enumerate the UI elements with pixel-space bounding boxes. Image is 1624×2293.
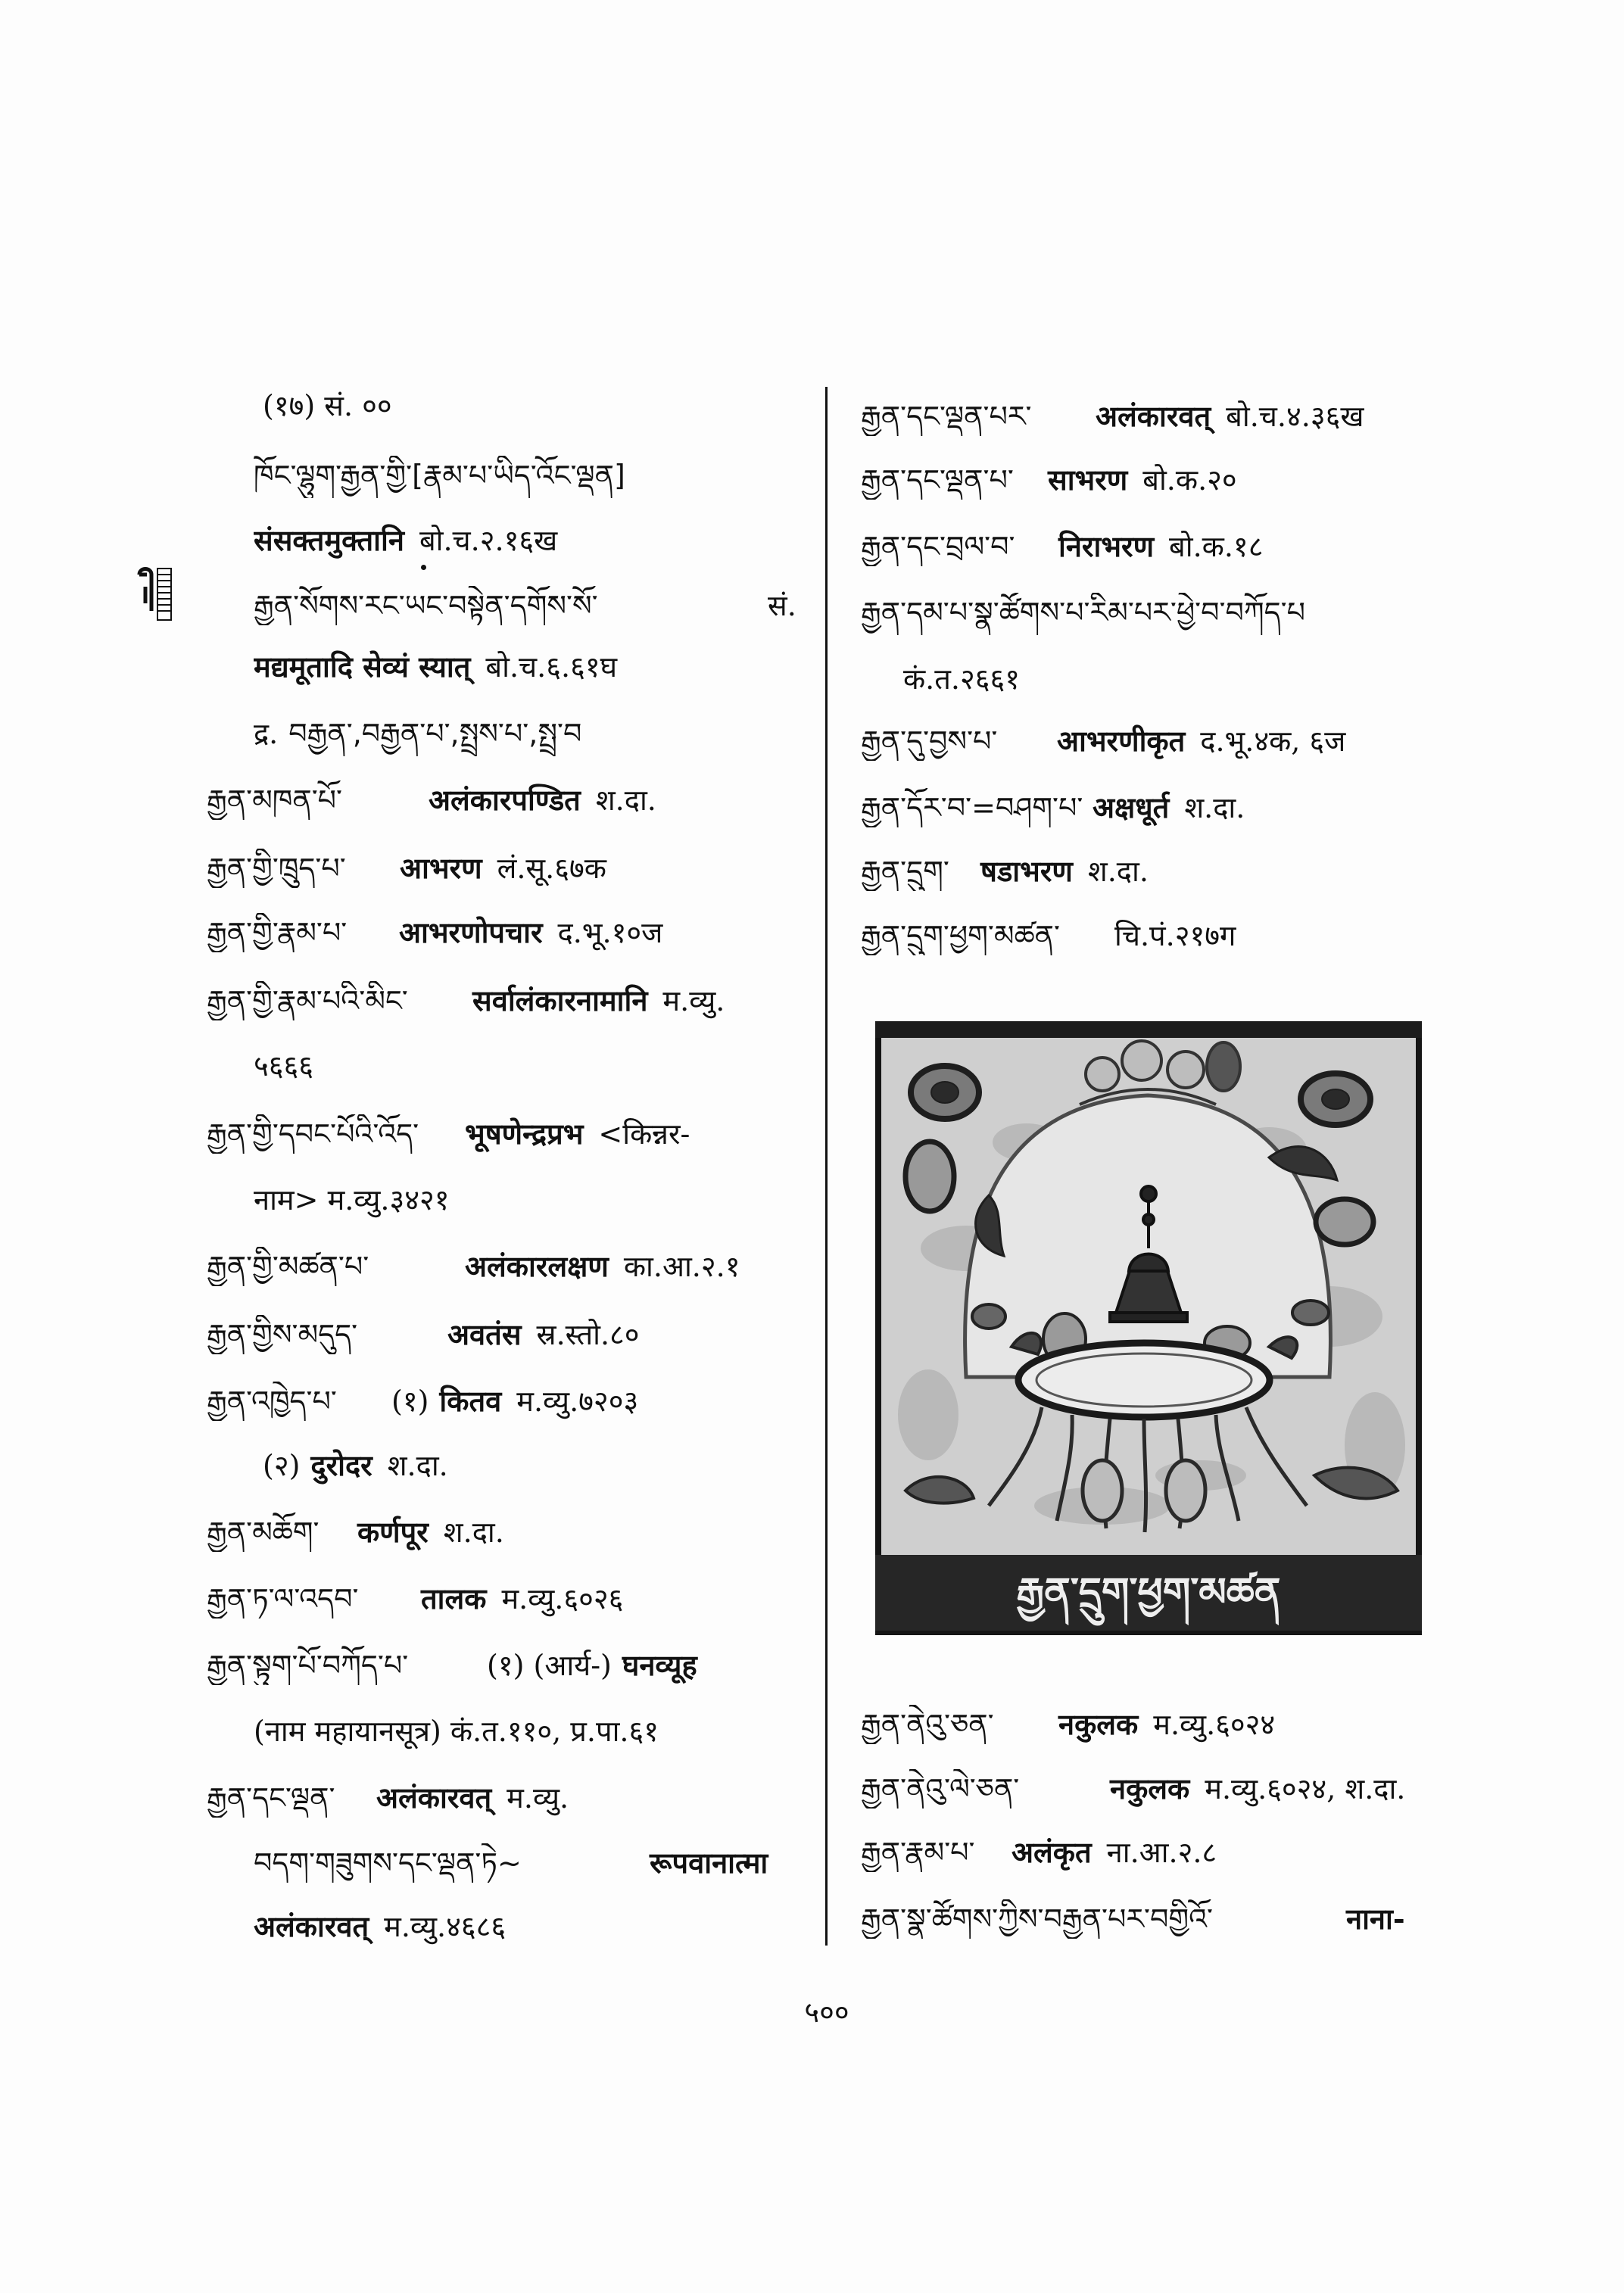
sanskrit-equivalent: घनव्यूह — [622, 1648, 697, 1682]
tibetan-headword: རྒྱན་མཁན་པོ་ — [207, 784, 343, 817]
reference-continuation: ५६६६ — [254, 1049, 314, 1083]
sanskrit-equivalent: दुरोदर — [310, 1448, 372, 1482]
sanskrit-equivalent: अलंकारपण्डित — [429, 783, 581, 817]
sanskrit-equivalent: संसक्तमुक्तानि — [254, 523, 404, 557]
source-reference: द.भू.४क, ६ज — [1200, 724, 1346, 758]
entry-line — [861, 852, 1431, 894]
sanskrit-equivalent: षडाभरण — [980, 854, 1073, 888]
sanskrit-equivalent: साभरण — [1048, 463, 1128, 497]
entry-line — [861, 593, 1431, 635]
sanskrit-equivalent: कर्णपूर — [357, 1515, 429, 1549]
entry-line — [861, 916, 1431, 958]
entry-line — [207, 1315, 810, 1357]
tibetan-headword: རྒྱན་ནེའུ་ཅན་ — [861, 1708, 994, 1741]
entry-line — [207, 1778, 810, 1821]
tibetan-headword: རྒྱན་མཆོག་ — [207, 1516, 320, 1549]
print-dot — [421, 565, 426, 570]
tibetan-headword: རྒྱན་དང་ལྡན་ — [207, 1781, 335, 1815]
gloss-continuation: नाम> म.व्यु.३४२१ — [254, 1183, 450, 1217]
sanskrit-equivalent: नकुलक — [1058, 1707, 1139, 1741]
sanskrit-equivalent: अलंकारवत् — [254, 1909, 369, 1943]
entry-line — [254, 1712, 810, 1754]
sense-number: (२) — [263, 1449, 301, 1482]
entry-line — [861, 1769, 1431, 1812]
column-divider — [825, 387, 828, 1946]
source-reference: बो.क.२० — [1142, 463, 1237, 497]
source-reference: श.दा. — [443, 1516, 504, 1549]
entry-line — [254, 647, 810, 690]
section-marker: (१७) सं. ०० — [263, 389, 392, 422]
entry-line — [263, 386, 810, 428]
margin-mark-icon — [136, 564, 174, 625]
tibetan-headword: རྒྱན་རྣམ་པ་ — [861, 1836, 975, 1869]
sanskrit-equivalent: नाना- — [1346, 1902, 1405, 1936]
tibetan-headword: རྒྱན་དྲུག་ — [861, 855, 949, 888]
sanskrit-equivalent: अलंकारलक्षण — [465, 1249, 609, 1283]
sanskrit-equivalent: मद्यमूतादि सेव्यं स्यात् — [254, 650, 471, 684]
tibetan-phrase: ཁོང་ལྷུག་རྒྱན་གྱི་[རྣམ་པ་ཡིད་འོང་ལྡན] — [254, 459, 625, 492]
entry-line — [861, 1899, 1431, 1942]
source-reference: श.दा. — [1087, 855, 1149, 888]
source-reference: चि.पं.२१७ग — [1114, 919, 1236, 952]
page-number: ५०० — [804, 1995, 849, 2029]
sense-number: (१) (आर्य-) — [487, 1649, 612, 1682]
tibetan-headword: རྒྱན་སྣ་ཚོགས་ཀྱིས་བརྒྱན་པར་བགྱིའོ་ — [861, 1902, 1214, 1936]
entry-line — [861, 1833, 1431, 1875]
entry-line — [861, 460, 1431, 503]
entry-line — [254, 714, 810, 756]
entry-line — [254, 1843, 810, 1886]
tibetan-headword: རྒྱན་གྱི་རྣམ་པའི་མིང་ — [207, 984, 408, 1017]
tibetan-headword: རྒྱན་གྱིས་མདུད་ — [207, 1318, 358, 1351]
source-reference: श.दा. — [1184, 791, 1245, 824]
tibetan-headword: རྒྱན་དང་བྲལ་བ་ — [861, 530, 1015, 563]
tibetan-headword: རྒྱན་དྲུག་ཕྱག་མཚན་ — [861, 919, 1060, 952]
sanskrit-equivalent: आभरण — [400, 851, 482, 885]
entry-line — [207, 913, 810, 955]
source-reference: म.व्यु.४६८६ — [384, 1910, 507, 1943]
tibetan-headword: རྒྱན་དང་ལྡན་པ་ — [861, 463, 1014, 497]
source-reference: बो.च.६.६१घ — [485, 650, 618, 684]
entry-line — [903, 659, 1431, 702]
source-reference: म.व्यु. — [507, 1781, 569, 1815]
see-also-marker: द्र. — [254, 717, 279, 750]
source-reference: बो.च.२.१६ख — [419, 524, 558, 557]
entry-line — [263, 1446, 810, 1488]
entry-line — [254, 456, 810, 498]
entry-line — [861, 788, 1431, 830]
source-reference: म.व्यु.७२०३ — [516, 1385, 639, 1418]
entry-line — [254, 586, 810, 628]
gloss-continuation: (नाम महायानसूत्र) कं.त.११०, प्र.पा.६१ — [254, 1715, 659, 1748]
sanskrit-equivalent: अलंकारवत् — [1096, 399, 1211, 433]
source-reference: म.व्यु.६०२४, श.दा. — [1205, 1772, 1406, 1805]
entry-line — [207, 849, 810, 891]
source-reference: कं.त.२६६१ — [903, 662, 1021, 696]
entry-line — [207, 1382, 810, 1424]
source-reference: म.व्यु.६०२४ — [1153, 1708, 1276, 1741]
sanskrit-equivalent: तालक — [421, 1581, 487, 1615]
entry-line — [207, 1247, 810, 1289]
tibetan-headword: རྒྱན་ཏ་ལ་འདབ་ — [207, 1582, 359, 1615]
sanskrit-equivalent: निराभरण — [1058, 529, 1155, 563]
sanskrit-equivalent: आभरणोपचार — [399, 915, 543, 949]
gloss-note: <किन्नर- — [598, 1117, 690, 1151]
tibetan-headword: རྒྱན་དུ་བྱས་པ་ — [861, 724, 998, 758]
source-reference: बो.च.४.३६ख — [1226, 400, 1364, 433]
tibetan-phrase: རྒྱན་སོགས་རང་ཡང་བསྟེན་དགོས་སོ་ — [254, 589, 598, 622]
source-reference: स्र.स्तो.८० — [536, 1318, 640, 1351]
entry-line — [207, 1513, 810, 1555]
entry-line — [254, 1046, 810, 1089]
source-reference: सं. — [768, 589, 796, 622]
sanskrit-equivalent: नकुलक — [1110, 1771, 1190, 1805]
entry-line — [207, 780, 810, 823]
sanskrit-equivalent: अलंकृत — [1011, 1835, 1092, 1869]
entry-line — [254, 1180, 810, 1223]
tibetan-headword: རྒྱན་འཁྱེད་པ་ — [207, 1385, 337, 1418]
sanskrit-equivalent: रूपवानात्मा — [650, 1846, 768, 1880]
sanskrit-equivalent: कितव — [439, 1384, 502, 1418]
entry-line — [254, 521, 810, 563]
source-reference: म.व्यु. — [662, 984, 725, 1017]
entry-line — [861, 721, 1431, 764]
sanskrit-equivalent: आभरणीकृत — [1057, 724, 1186, 758]
tibetan-headword: རྒྱན་སྟུག་པོ་བཀོད་པ་ — [207, 1649, 409, 1682]
source-reference: द.भू.१०ज — [557, 916, 663, 949]
tibetan-headword: རྒྱན་ནེའུ་ལེ་ཅན་ — [861, 1772, 1020, 1805]
sense-number: (१) — [391, 1385, 429, 1418]
sanskrit-equivalent: अक्षधूर्त — [1093, 790, 1170, 824]
entry-line — [861, 527, 1431, 569]
tibetan-headword: རྒྱན་གྱི་མཚན་པ་ — [207, 1250, 369, 1283]
tibetan-headword: རྒྱན་གྱི་དབང་པོའི་འོད་ — [207, 1117, 419, 1151]
source-reference: का.आ.२.१ — [623, 1250, 740, 1283]
tibetan-headword: རྒྱན་དོར་བ་=བཤག་པ་ — [861, 791, 1083, 824]
entry-line — [207, 981, 810, 1023]
tibetan-headword: རྒྱན་གྱི་ཁྲུད་པ་ — [207, 852, 346, 885]
entry-line — [861, 397, 1431, 439]
tibetan-cross-references: བརྒྱན་,བརྒྱན་པ་,སྤྲས་པ་,སྤྲ་བ — [288, 717, 582, 750]
tibetan-headword: རྒྱན་དང་ལྡན་པར་ — [861, 400, 1032, 433]
entry-line — [207, 1114, 810, 1157]
entry-line — [254, 1907, 810, 1949]
tibetan-headword: རྒྱན་དམ་པ་སྣ་ཚོགས་པ་རིམ་པར་ཕྱེ་བ་བཀོད་པ — [861, 596, 1305, 629]
entry-line — [861, 1705, 1431, 1747]
sanskrit-equivalent: भूषणेन्द्रप्रभ — [465, 1117, 584, 1151]
six-ornaments-illustration — [875, 1021, 1422, 1635]
source-reference: लं.सू.६७क — [497, 852, 606, 885]
sanskrit-equivalent: सर्वालंकारनामानि — [472, 983, 648, 1017]
source-reference: म.व्यु.६०२६ — [501, 1582, 624, 1615]
illustration-caption: རྒྱན་དྲུག་ཕྱག་མཚན — [1016, 1570, 1281, 1615]
source-reference: ना.आ.२.८ — [1106, 1836, 1217, 1869]
source-reference: श.दा. — [387, 1449, 448, 1482]
tibetan-headword: རྒྱན་གྱི་རྣམ་པ་ — [207, 916, 348, 949]
sanskrit-equivalent: अलंकारवत् — [376, 1781, 492, 1815]
source-reference: बो.क.१८ — [1169, 530, 1264, 563]
entry-line — [207, 1579, 810, 1622]
sanskrit-equivalent: अवतंस — [447, 1317, 522, 1351]
tibetan-phrase: བདག་གཟུགས་དང་ལྡན་ཏེ~ — [254, 1846, 522, 1880]
source-reference: श.दा. — [595, 784, 656, 817]
entry-line — [207, 1646, 810, 1688]
